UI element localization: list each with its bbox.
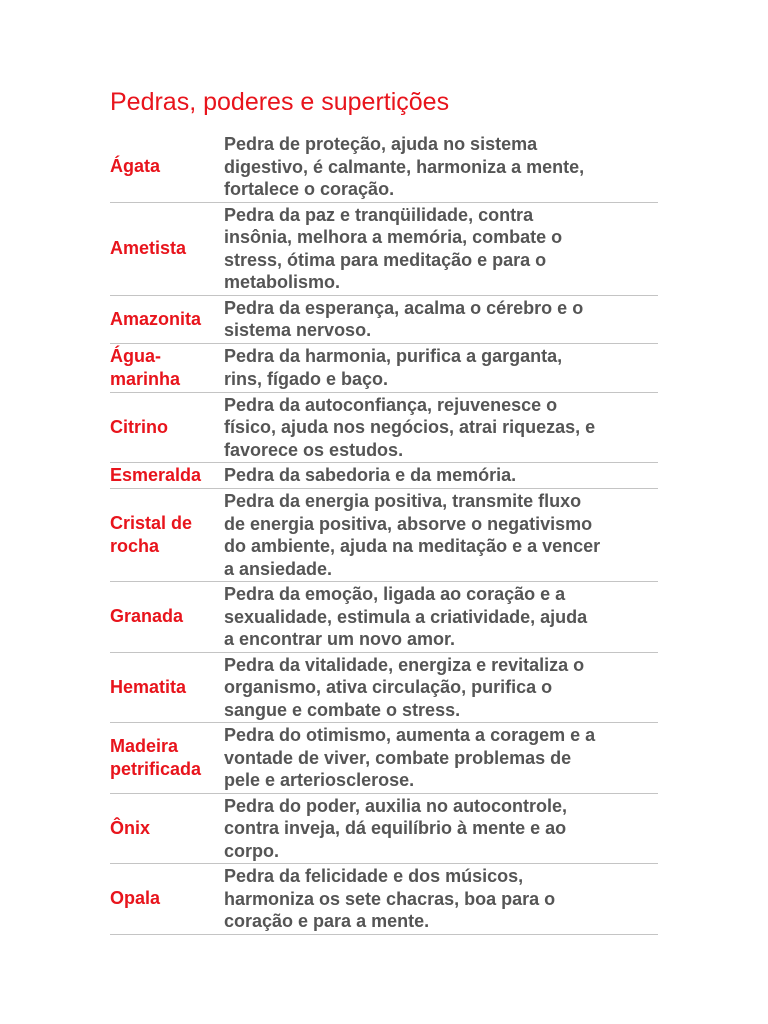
- table-row: [110, 463, 658, 489]
- table-row: [110, 864, 658, 935]
- stone-name: Ágata: [110, 132, 224, 202]
- table-row: [110, 723, 658, 794]
- stone-name: Madeira petrificada: [110, 723, 224, 794]
- stone-description: Pedra de proteção, ajuda no sistema digestivo, é calmante, harmoniza a mente, fortalece o coração.: [224, 132, 658, 202]
- stones-table-body: [110, 132, 658, 934]
- stone-description: Pedra da vitalidade, energiza e revitaliza o organismo, ativa circulação, purifica o sangue e combate o stress.: [224, 652, 658, 723]
- stone-description: Pedra da felicidade e dos músicos, harmoniza os sete chacras, boa para o coração e para a mente.: [224, 864, 658, 935]
- table-row: [110, 652, 658, 723]
- stone-name: Amazonita: [110, 295, 224, 343]
- table-row: [110, 295, 658, 343]
- stone-description: Pedra da emoção, ligada ao coração e a sexualidade, estimula a criatividade, ajuda a encontrar um novo amor.: [224, 582, 658, 653]
- table-row: [110, 582, 658, 653]
- table-row: [110, 793, 658, 864]
- stone-name: Ametista: [110, 202, 224, 295]
- stone-description: Pedra da esperança, acalma o cérebro e o sistema nervoso.: [224, 295, 658, 343]
- stone-description: Pedra da harmonia, purifica a garganta, rins, fígado e baço.: [224, 343, 658, 392]
- stone-description: Pedra do poder, auxilia no autocontrole, contra inveja, dá equilíbrio à mente e ao corpo.: [224, 793, 658, 864]
- table-row: [110, 132, 658, 202]
- stone-name: Água- marinha: [110, 343, 224, 392]
- table-row: [110, 202, 658, 295]
- stone-name: Opala: [110, 864, 224, 935]
- stone-name: Hematita: [110, 652, 224, 723]
- stones-table: [110, 132, 658, 935]
- table-row: [110, 392, 658, 463]
- stone-name: Cristal de rocha: [110, 489, 224, 582]
- stone-description: Pedra da autoconfiança, rejuvenesce o físico, ajuda nos negócios, atrai riquezas, e favorece os estudos.: [224, 392, 658, 463]
- stone-description: Pedra da sabedoria e da memória.: [224, 463, 658, 489]
- stone-name: Citrino: [110, 392, 224, 463]
- document-page: [110, 86, 658, 935]
- table-row: [110, 489, 658, 582]
- stone-description: Pedra da energia positiva, transmite fluxo de energia positiva, absorve o negativismo do ambiente, ajuda na meditação e a vencer a ansiedade.: [224, 489, 658, 582]
- stone-name: Ônix: [110, 793, 224, 864]
- stone-name: Granada: [110, 582, 224, 653]
- stone-name: Esmeralda: [110, 463, 224, 489]
- stone-description: Pedra do otimismo, aumenta a coragem e a vontade de viver, combate problemas de pele e arteriosclerose.: [224, 723, 658, 794]
- table-row: [110, 343, 658, 392]
- page-title: Pedras, poderes e supertições: [110, 88, 450, 116]
- stone-description: Pedra da paz e tranqüilidade, contra insônia, melhora a memória, combate o stress, ótima para meditação e para o metabolismo.: [224, 202, 658, 295]
